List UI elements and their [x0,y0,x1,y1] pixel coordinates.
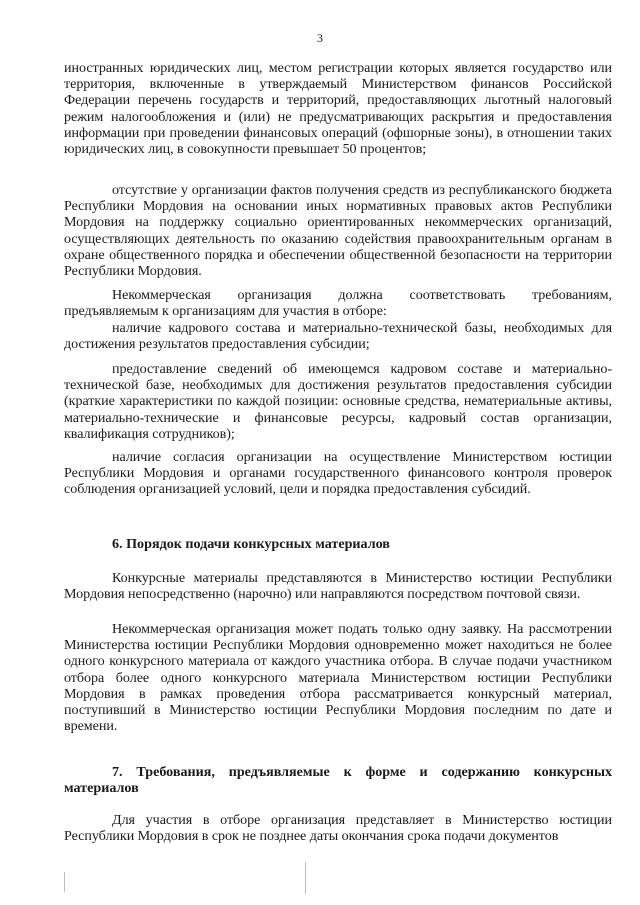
paragraph-control-consent: наличие согласия организации на осуществление Министерством юстиции Республики Мордовия и органами государственного финансового контроля проверок соблюдения организацией условий, цели и порядка предоставления субсидий. [64,449,612,498]
paragraph-participation-docs: Для участия в отборе организация представляет в Министерство юстиции Республики Мордовия в срок не позднее даты окончания срока подачи документов [64,812,612,845]
paragraph-no-other-funding: отсутствие у организации фактов получения средств из республиканского бюджета Республики Мордовия на основании иных нормативных правовых актов Республики Мордовия на поддержку социально ориентированных некоммерческих организаций, осуществляющих деятельность по оказанию содействия правоохранительным органам в охране общественного порядка и обеспечении общественной безопасности на территории Республики Мордовия. [64,182,612,280]
section-heading-6: 6. Порядок подачи конкурсных материалов [112,536,390,552]
paragraph-single-application: Некоммерческая организация может подать только одну заявку. На рассмотрении Министерства юстиции Республики Мордовия одновременно может находиться не более одного конкурсного материала от каждого участника отбора. В случае подачи участником отбора более одного конкурсного материала Министерством юстиции Республики Мордовия в рамках проведения отбора рассматривается конкурсный материал, поступивший в Министерство юстиции Республики Мордовия последним по дате и времени. [64,621,612,735]
paragraph-staff-and-base: наличие кадрового состава и материально-технической базы, необходимых для достижения результатов предоставления субсидии; [64,320,612,353]
paragraph-submission-method: Конкурсные материалы представляются в Министерство юстиции Республики Мордовия непосредственно (нарочно) или направляются посредством почтовой связи. [64,570,612,603]
scan-artifact-left [64,872,65,892]
paragraph-offshore-share: иностранных юридических лиц, местом регистрации которых является государство или территория, включенные в утверждаемый Министерством финансов Российской Федерации перечень государств и территорий, предоставляющих льготный налоговый режим налогообложения и (или) не предусматривающих раскрытия и предоставления информации при проведении финансовых операций (офшорные зоны), в отношении таких юридических лиц, в совокупности превышает 50 процентов; [64,60,612,158]
paragraph-requirements-intro: Некоммерческая организация должна соответствовать требованиям, предъявляемым к организациям для участия в отборе: [64,287,612,320]
paragraph-staff-info: предоставление сведений об имеющемся кадровом составе и материально-технической базе, необходимых для достижения результатов предоставления субсидии (краткие характеристики по каждой позиции: основные средства, нематериальные активы, материально-технические и финансовые ресурсы, кадровый состав организации, квалификация сотрудников); [64,361,612,442]
scan-artifact-center [305,862,306,894]
page-number: 3 [317,31,323,45]
section-heading-7: 7. Требования, предъявляемые к форме и содержанию конкурсных материалов [64,764,612,797]
